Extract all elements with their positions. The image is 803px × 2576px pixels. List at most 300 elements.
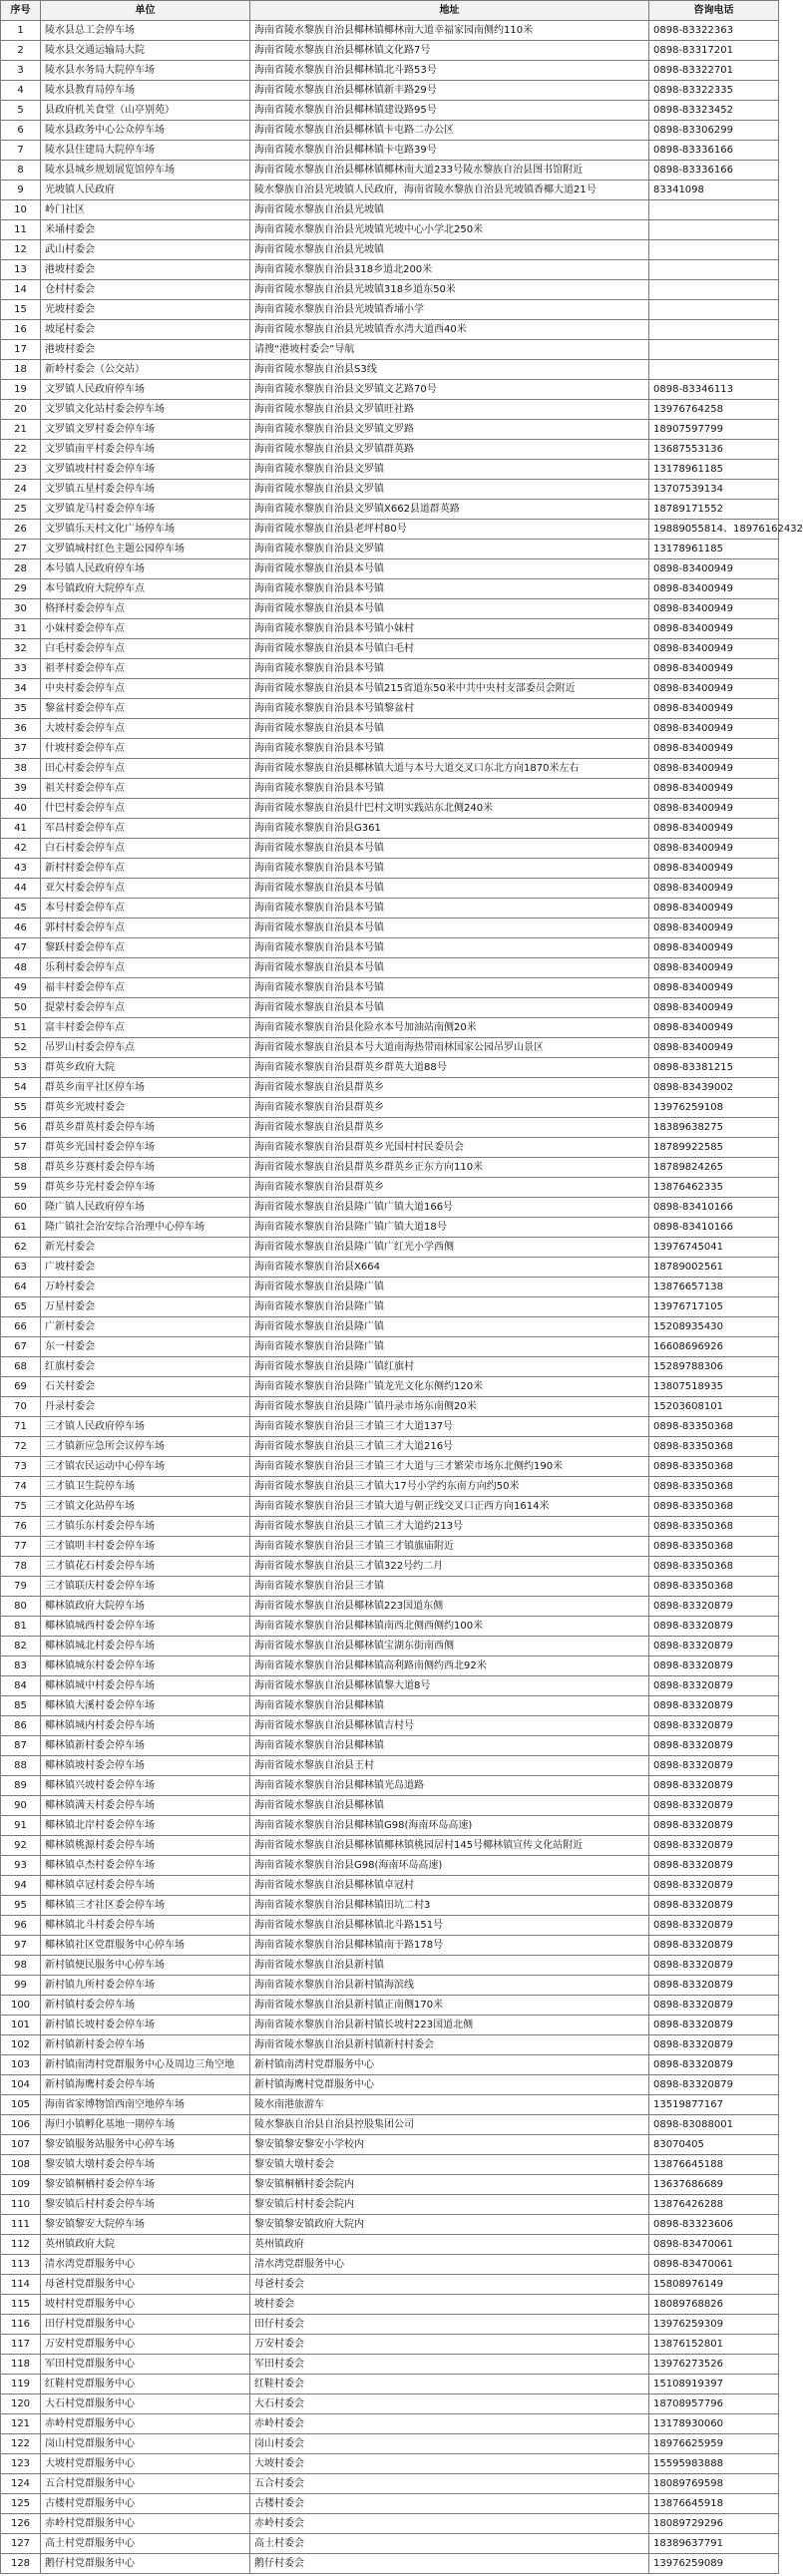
cell-serial-number: 45 [1, 899, 41, 919]
cell-address: 海南省陵水黎族自治县椰林镇田坑二村3 [250, 1896, 649, 1916]
cell-unit: 群英乡芬赛村委会停车场 [41, 1158, 250, 1178]
table-row [1, 1158, 779, 1178]
cell-serial-number: 92 [1, 1836, 41, 1856]
cell-serial-number: 26 [1, 520, 41, 540]
cell-serial-number: 49 [1, 978, 41, 998]
table-row [1, 200, 779, 220]
cell-address: 海南省陵水黎族自治县椰林镇建设路95号 [250, 101, 649, 121]
cell-address: 赤岭村委会 [250, 2514, 649, 2534]
cell-phone: 18907597799 [649, 420, 779, 440]
cell-serial-number: 73 [1, 1457, 41, 1477]
table-row [1, 2035, 779, 2055]
table-row [1, 639, 779, 659]
cell-address: 陵水南港旅游车 [250, 2095, 649, 2115]
cell-phone: 0898-83320879 [649, 1756, 779, 1776]
cell-address: 海南省陵水黎族自治县本号镇 [250, 958, 649, 978]
cell-address: 海南省陵水黎族自治县本号镇 [250, 938, 649, 958]
cell-address: 海南省陵水黎族自治县光坡镇 [250, 200, 649, 220]
table-row [1, 679, 779, 699]
cell-address: 海南省陵水黎族自治县椰林镇 [250, 1796, 649, 1816]
cell-address: 海南省陵水黎族自治县隆广镇龙光文化东侧约120米 [250, 1377, 649, 1397]
table-row [1, 280, 779, 300]
cell-unit: 陵水县总工会停车场 [41, 21, 250, 41]
cell-unit: 椰林镇满天村委会停车场 [41, 1796, 250, 1816]
cell-address: 海南省陵水黎族自治县G98(海南环岛高速) [250, 1856, 649, 1876]
cell-serial-number: 77 [1, 1537, 41, 1557]
cell-serial-number: 33 [1, 659, 41, 679]
cell-unit: 新村镇海鹰村委会停车场 [41, 2075, 250, 2095]
cell-unit: 椰林镇新村委会停车场 [41, 1736, 250, 1756]
cell-address: 海南省陵水黎族自治县新村镇新村村委会 [250, 2035, 649, 2055]
cell-unit: 白石村委会停车点 [41, 839, 250, 859]
cell-unit: 本号村委会停车点 [41, 899, 250, 919]
table-row [1, 739, 779, 759]
table-row [1, 2155, 779, 2175]
cell-serial-number: 88 [1, 1756, 41, 1776]
table-row [1, 719, 779, 739]
table-row [1, 520, 779, 540]
cell-serial-number: 72 [1, 1437, 41, 1457]
cell-serial-number: 101 [1, 2016, 41, 2035]
cell-address: 岗山村委会 [250, 2434, 649, 2454]
cell-serial-number: 21 [1, 420, 41, 440]
cell-serial-number: 83 [1, 1656, 41, 1676]
cell-address: 大石村委会 [250, 2394, 649, 2414]
cell-address: 海南省陵水黎族自治县光坡镇香水湾大道西40米 [250, 320, 649, 340]
cell-serial-number: 64 [1, 1278, 41, 1297]
table-row [1, 1776, 779, 1796]
cell-phone: 0898-83400949 [649, 958, 779, 978]
cell-serial-number: 108 [1, 2155, 41, 2175]
table-row [1, 300, 779, 320]
cell-serial-number: 25 [1, 500, 41, 520]
cell-address: 海南省陵水黎族自治县本号镇 [250, 659, 649, 679]
table-row [1, 1896, 779, 1916]
cell-unit: 吊罗山村委会停车点 [41, 1038, 250, 1058]
cell-unit: 文罗镇坡村村委会停车场 [41, 460, 250, 480]
cell-serial-number: 50 [1, 998, 41, 1018]
table-row [1, 440, 779, 460]
cell-serial-number: 109 [1, 2175, 41, 2195]
cell-phone: 0898-83400949 [649, 899, 779, 919]
cell-serial-number: 37 [1, 739, 41, 759]
cell-phone [649, 220, 779, 240]
cell-serial-number: 121 [1, 2414, 41, 2434]
cell-unit: 新村镇九所村委会停车场 [41, 1976, 250, 1996]
cell-address: 海南省陵水黎族自治县新村镇 [250, 1956, 649, 1976]
cell-address: 海南省陵水黎族自治县化险水本号加油站南侧20米 [250, 1018, 649, 1038]
header-phone: 咨询电话 [649, 1, 779, 21]
cell-address: 海南省陵水黎族自治县王村 [250, 1756, 649, 1776]
cell-unit: 光坡村委会 [41, 300, 250, 320]
cell-unit: 英州镇政府大院 [41, 2235, 250, 2255]
cell-unit: 黎安镇桐栖村委会停车场 [41, 2175, 250, 2195]
cell-address: 请搜“港坡村委会”导航 [250, 340, 649, 360]
cell-phone: 0898-83346113 [649, 380, 779, 400]
cell-phone: 0898-83320879 [649, 1876, 779, 1896]
table-row [1, 1816, 779, 1836]
table-row [1, 1058, 779, 1078]
cell-address: 海南省陵水黎族自治县本号镇小妹村 [250, 619, 649, 639]
cell-unit: 广坡村委会 [41, 1258, 250, 1278]
table-row [1, 1836, 779, 1856]
table-row [1, 759, 779, 779]
cell-unit: 陵水县水务局大院停车场 [41, 61, 250, 81]
cell-unit: 黎安镇后村村委会停车场 [41, 2195, 250, 2215]
cell-serial-number: 86 [1, 1716, 41, 1736]
cell-unit: 三才镇人民政府停车场 [41, 1417, 250, 1437]
cell-phone: 13687553136 [649, 440, 779, 460]
cell-address: 海南省陵水黎族自治县本号镇白毛村 [250, 639, 649, 659]
cell-phone [649, 320, 779, 340]
cell-phone: 0898-83320879 [649, 1816, 779, 1836]
cell-serial-number: 76 [1, 1517, 41, 1537]
cell-address: 海南省陵水黎族自治县光坡镇光坡中心小学北250米 [250, 220, 649, 240]
cell-serial-number: 46 [1, 919, 41, 938]
cell-serial-number: 117 [1, 2335, 41, 2355]
cell-serial-number: 12 [1, 240, 41, 260]
cell-serial-number: 89 [1, 1776, 41, 1796]
table-row [1, 1696, 779, 1716]
cell-serial-number: 23 [1, 460, 41, 480]
cell-serial-number: 13 [1, 260, 41, 280]
cell-phone: 18789002561 [649, 1258, 779, 1278]
cell-phone: 0898-83410166 [649, 1218, 779, 1238]
cell-serial-number: 124 [1, 2474, 41, 2494]
cell-serial-number: 106 [1, 2115, 41, 2135]
cell-serial-number: 96 [1, 1916, 41, 1936]
table-row [1, 540, 779, 559]
cell-address: 新村镇南湾村党群服务中心 [250, 2055, 649, 2075]
cell-address: 海南省陵水黎族自治县椰林镇 [250, 1696, 649, 1716]
cell-address: 海南省陵水黎族自治县隆广镇红旗村 [250, 1357, 649, 1377]
cell-unit: 万星村委会 [41, 1297, 250, 1317]
cell-phone: 15108919397 [649, 2375, 779, 2394]
table-row [1, 2235, 779, 2255]
cell-address: 海南省陵水黎族自治县本号镇 [250, 579, 649, 599]
cell-unit: 椰林镇城中村委会停车场 [41, 1676, 250, 1696]
cell-unit: 椰林镇城北村委会停车场 [41, 1637, 250, 1656]
cell-address: 海南省陵水黎族自治县光坡镇318乡道东50米 [250, 280, 649, 300]
cell-serial-number: 119 [1, 2375, 41, 2394]
cell-phone: 18089768826 [649, 2295, 779, 2315]
cell-phone: 13637686689 [649, 2175, 779, 2195]
cell-phone: 18789922585 [649, 1138, 779, 1158]
table-row [1, 919, 779, 938]
table-row [1, 1856, 779, 1876]
cell-unit: 乐利村委会停车点 [41, 958, 250, 978]
cell-address: 海南省陵水黎族自治县文罗镇X662县道群英路 [250, 500, 649, 520]
cell-address: 海南省陵水黎族自治县本号镇 [250, 839, 649, 859]
table-row [1, 958, 779, 978]
cell-phone: 18389637791 [649, 2534, 779, 2554]
cell-address: 海南省陵水黎族自治县椰林镇卡屯路39号 [250, 141, 649, 161]
cell-phone: 0898-83320879 [649, 1836, 779, 1856]
table-row [1, 1457, 779, 1477]
cell-address: 海南省陵水黎族自治县椰林镇光岛道路 [250, 1776, 649, 1796]
table-row [1, 1756, 779, 1776]
cell-phone: 0898-83400949 [649, 559, 779, 579]
cell-serial-number: 51 [1, 1018, 41, 1038]
table-row [1, 819, 779, 839]
cell-serial-number: 90 [1, 1796, 41, 1816]
cell-serial-number: 60 [1, 1198, 41, 1218]
cell-unit: 田心村委会停车点 [41, 759, 250, 779]
cell-phone: 18389638275 [649, 1118, 779, 1138]
cell-unit: 三才镇联庆村委会停车场 [41, 1577, 250, 1597]
cell-serial-number: 104 [1, 2075, 41, 2095]
cell-unit: 三才镇文化站停车场 [41, 1497, 250, 1517]
cell-address: 陵水黎族自治县自治县控股集团公司 [250, 2115, 649, 2135]
cell-unit: 米埇村委会 [41, 220, 250, 240]
cell-serial-number: 5 [1, 101, 41, 121]
cell-serial-number: 85 [1, 1696, 41, 1716]
cell-serial-number: 14 [1, 280, 41, 300]
cell-unit: 高土村党群服务中心 [41, 2534, 250, 2554]
cell-address: 海南省陵水黎族自治县三才镇大道与朝正线交叉口正西方向1614米 [250, 1497, 649, 1517]
cell-unit: 椰林镇城内村委会停车场 [41, 1716, 250, 1736]
table-row [1, 1038, 779, 1058]
cell-unit: 三才镇新应急所会议停车场 [41, 1437, 250, 1457]
cell-unit: 椰林镇社区党群服务中心停车场 [41, 1936, 250, 1956]
cell-unit: 群英乡光坡村委会 [41, 1098, 250, 1118]
cell-phone: 0898-83400949 [649, 719, 779, 739]
cell-unit: 港坡村委会 [41, 340, 250, 360]
cell-serial-number: 36 [1, 719, 41, 739]
table-row [1, 1597, 779, 1617]
table-row [1, 320, 779, 340]
cell-unit: 提蒙村委会停车点 [41, 998, 250, 1018]
cell-unit: 亚欠村委会停车点 [41, 879, 250, 899]
table-row [1, 1138, 779, 1158]
cell-address: 黎安镇后村村委会院内 [250, 2195, 649, 2215]
table-row [1, 2494, 779, 2514]
table-row [1, 1437, 779, 1457]
cell-address: 军田村委会 [250, 2355, 649, 2375]
cell-unit: 县政府机关食堂（山亭别苑） [41, 101, 250, 121]
cell-phone: 0898-83400949 [649, 699, 779, 719]
cell-phone: 0898-83320879 [649, 1656, 779, 1676]
cell-unit: 石关村委会 [41, 1377, 250, 1397]
cell-phone: 0898-83439002 [649, 1078, 779, 1098]
table-row [1, 998, 779, 1018]
table-row [1, 1637, 779, 1656]
cell-serial-number: 118 [1, 2355, 41, 2375]
cell-unit: 新村镇新村委会停车场 [41, 2035, 250, 2055]
table-row [1, 1238, 779, 1258]
cell-unit: 中央村委会停车点 [41, 679, 250, 699]
cell-unit: 文罗镇五星村委会停车场 [41, 480, 250, 500]
header-address: 地址 [250, 1, 649, 21]
table-row [1, 579, 779, 599]
cell-address: 海南省陵水黎族自治县椰林镇新丰路29号 [250, 81, 649, 101]
cell-address: 黎安镇桐栖村委会院内 [250, 2175, 649, 2195]
cell-address: 海南省陵水黎族自治县光坡镇香埇小学 [250, 300, 649, 320]
cell-address: 海南省陵水黎族自治县本号镇 [250, 559, 649, 579]
cell-address: 海南省陵水黎族自治县文罗镇 [250, 460, 649, 480]
table-row [1, 41, 779, 61]
cell-unit: 椰林镇城西村委会停车场 [41, 1617, 250, 1637]
cell-address: 海南省陵水黎族自治县三才镇三才大道216号 [250, 1437, 649, 1457]
cell-unit: 新村镇长坡村委会停车场 [41, 2016, 250, 2035]
cell-address: 海南省陵水黎族自治县群英乡 [250, 1178, 649, 1198]
cell-phone: 13876645918 [649, 2494, 779, 2514]
cell-address: 高土村委会 [250, 2534, 649, 2554]
cell-address: 万安村委会 [250, 2335, 649, 2355]
cell-unit: 光坡镇人民政府 [41, 181, 250, 200]
cell-address: 鹅仔村委会 [250, 2554, 649, 2574]
table-row [1, 2454, 779, 2474]
table-row [1, 420, 779, 440]
table-row [1, 260, 779, 280]
cell-phone: 13876645188 [649, 2155, 779, 2175]
cell-unit: 什巴村委会停车点 [41, 799, 250, 819]
cell-phone: 0898-83306299 [649, 121, 779, 141]
cell-phone: 0898-83320879 [649, 1637, 779, 1656]
table-row [1, 899, 779, 919]
table-row [1, 1377, 779, 1397]
cell-serial-number: 2 [1, 41, 41, 61]
cell-address: 海南省陵水黎族自治县椰林镇黎大道8号 [250, 1676, 649, 1696]
cell-address: 海南省陵水黎族自治县群英乡 [250, 1118, 649, 1138]
cell-serial-number: 102 [1, 2035, 41, 2055]
cell-unit: 白毛村委会停车点 [41, 639, 250, 659]
cell-address: 海南省陵水黎族自治县椰林镇宝湖东街南西侧 [250, 1637, 649, 1656]
cell-serial-number: 53 [1, 1058, 41, 1078]
cell-unit: 椰林镇大溪村委会停车场 [41, 1696, 250, 1716]
cell-address: 海南省陵水黎族自治县群英乡群英大道88号 [250, 1058, 649, 1078]
cell-serial-number: 128 [1, 2554, 41, 2574]
table-row [1, 2275, 779, 2295]
cell-unit: 鹅仔村党群服务中心 [41, 2554, 250, 2574]
cell-phone: 0898-83400949 [649, 859, 779, 879]
cell-phone: 15203608101 [649, 1397, 779, 1417]
cell-phone: 0898-83400949 [649, 978, 779, 998]
cell-serial-number: 123 [1, 2454, 41, 2474]
cell-unit: 本号镇人民政府停车场 [41, 559, 250, 579]
cell-address: 海南省陵水黎族自治县三才镇三才大道约213号 [250, 1517, 649, 1537]
table-row [1, 1577, 779, 1597]
cell-serial-number: 22 [1, 440, 41, 460]
cell-unit: 陵水县教育局停车场 [41, 81, 250, 101]
table-row [1, 460, 779, 480]
cell-address: 海南省陵水黎族自治县椰林镇南干路178号 [250, 1936, 649, 1956]
cell-serial-number: 71 [1, 1417, 41, 1437]
cell-unit: 文罗镇文罗村委会停车场 [41, 420, 250, 440]
cell-address: 海南省陵水黎族自治县本号镇 [250, 719, 649, 739]
cell-phone: 0898-83320879 [649, 1776, 779, 1796]
cell-phone: 0898-83400949 [649, 919, 779, 938]
cell-phone: 0898-83470061 [649, 2255, 779, 2275]
cell-serial-number: 55 [1, 1098, 41, 1118]
cell-serial-number: 103 [1, 2055, 41, 2075]
cell-unit: 军田村党群服务中心 [41, 2355, 250, 2375]
table-row [1, 1278, 779, 1297]
cell-phone: 0898-83320879 [649, 2035, 779, 2055]
cell-unit: 三才镇花石村委会停车场 [41, 1557, 250, 1577]
cell-unit: 仓村村委会 [41, 280, 250, 300]
cell-address: 陵水黎族自治县光坡镇人民政府，海南省陵水黎族自治县光坡镇香椰大道21号 [250, 181, 649, 200]
cell-phone: 83341098 [649, 181, 779, 200]
table-row [1, 2474, 779, 2494]
cell-address: 海南省陵水黎族自治县新村镇海滨线 [250, 1976, 649, 1996]
table-row [1, 1258, 779, 1278]
cell-serial-number: 39 [1, 779, 41, 799]
cell-address: 海南省陵水黎族自治县新村镇正南侧170米 [250, 1996, 649, 2016]
table-row [1, 400, 779, 420]
cell-phone: 13807518935 [649, 1377, 779, 1397]
cell-serial-number: 115 [1, 2295, 41, 2315]
cell-unit: 丹录村委会 [41, 1397, 250, 1417]
cell-phone: 0898-83400949 [649, 679, 779, 699]
cell-phone: 0898-83322363 [649, 21, 779, 41]
cell-address: 海南省陵水黎族自治县椰林镇223国道东侧 [250, 1597, 649, 1617]
table-row [1, 121, 779, 141]
cell-address: 赤岭村委会 [250, 2414, 649, 2434]
cell-unit: 大石村党群服务中心 [41, 2394, 250, 2414]
table-row [1, 2375, 779, 2394]
cell-address: 海南省陵水黎族自治县文罗镇旺社路 [250, 400, 649, 420]
cell-unit: 椰林镇兴坡村委会停车场 [41, 1776, 250, 1796]
cell-address: 五合村委会 [250, 2474, 649, 2494]
cell-unit: 福丰村委会停车点 [41, 978, 250, 998]
cell-phone: 0898-83320879 [649, 1936, 779, 1956]
cell-serial-number: 27 [1, 540, 41, 559]
cell-unit: 黎安镇大墩村委会停车场 [41, 2155, 250, 2175]
cell-unit: 清水湾党群服务中心 [41, 2255, 250, 2275]
table-row [1, 1517, 779, 1537]
cell-serial-number: 35 [1, 699, 41, 719]
cell-phone [649, 300, 779, 320]
table-row [1, 2335, 779, 2355]
cell-address: 海南省陵水黎族自治县隆广镇广镇大道18号 [250, 1218, 649, 1238]
cell-phone [649, 200, 779, 220]
cell-serial-number: 74 [1, 1477, 41, 1497]
cell-address: 母爸村委会 [250, 2275, 649, 2295]
table-row [1, 1876, 779, 1896]
cell-address: 海南省陵水黎族自治县本号镇 [250, 879, 649, 899]
cell-phone: 0898-83320879 [649, 2055, 779, 2075]
cell-phone: 0898-83400949 [649, 879, 779, 899]
cell-phone: 13876657138 [649, 1278, 779, 1297]
cell-serial-number: 69 [1, 1377, 41, 1397]
table-row [1, 2434, 779, 2454]
table-row [1, 181, 779, 200]
table-row [1, 380, 779, 400]
cell-phone: 18976625959 [649, 2434, 779, 2454]
cell-serial-number: 94 [1, 1876, 41, 1896]
cell-phone: 13976259089 [649, 2554, 779, 2574]
cell-address: 海南省陵水黎族自治县318乡道北200米 [250, 260, 649, 280]
cell-serial-number: 43 [1, 859, 41, 879]
cell-address: 海南省陵水黎族自治县文罗镇 [250, 480, 649, 500]
cell-address: 海南省陵水黎族自治县新村镇长坡村223国道北侧 [250, 2016, 649, 2035]
cell-phone: 0898-83320879 [649, 1716, 779, 1736]
cell-serial-number: 10 [1, 200, 41, 220]
cell-phone: 18089769598 [649, 2474, 779, 2494]
table-row [1, 2554, 779, 2574]
cell-address: 海南省陵水黎族自治县本号大道南海热带雨林国家公园吊罗山景区 [250, 1038, 649, 1058]
table-row [1, 61, 779, 81]
cell-phone: 13976259309 [649, 2315, 779, 2335]
table-row [1, 2055, 779, 2075]
cell-serial-number: 81 [1, 1617, 41, 1637]
cell-phone: 0898-83320879 [649, 1696, 779, 1716]
table-row [1, 2016, 779, 2035]
cell-phone: 0898-83400949 [649, 599, 779, 619]
cell-serial-number: 111 [1, 2215, 41, 2235]
table-row [1, 1956, 779, 1976]
